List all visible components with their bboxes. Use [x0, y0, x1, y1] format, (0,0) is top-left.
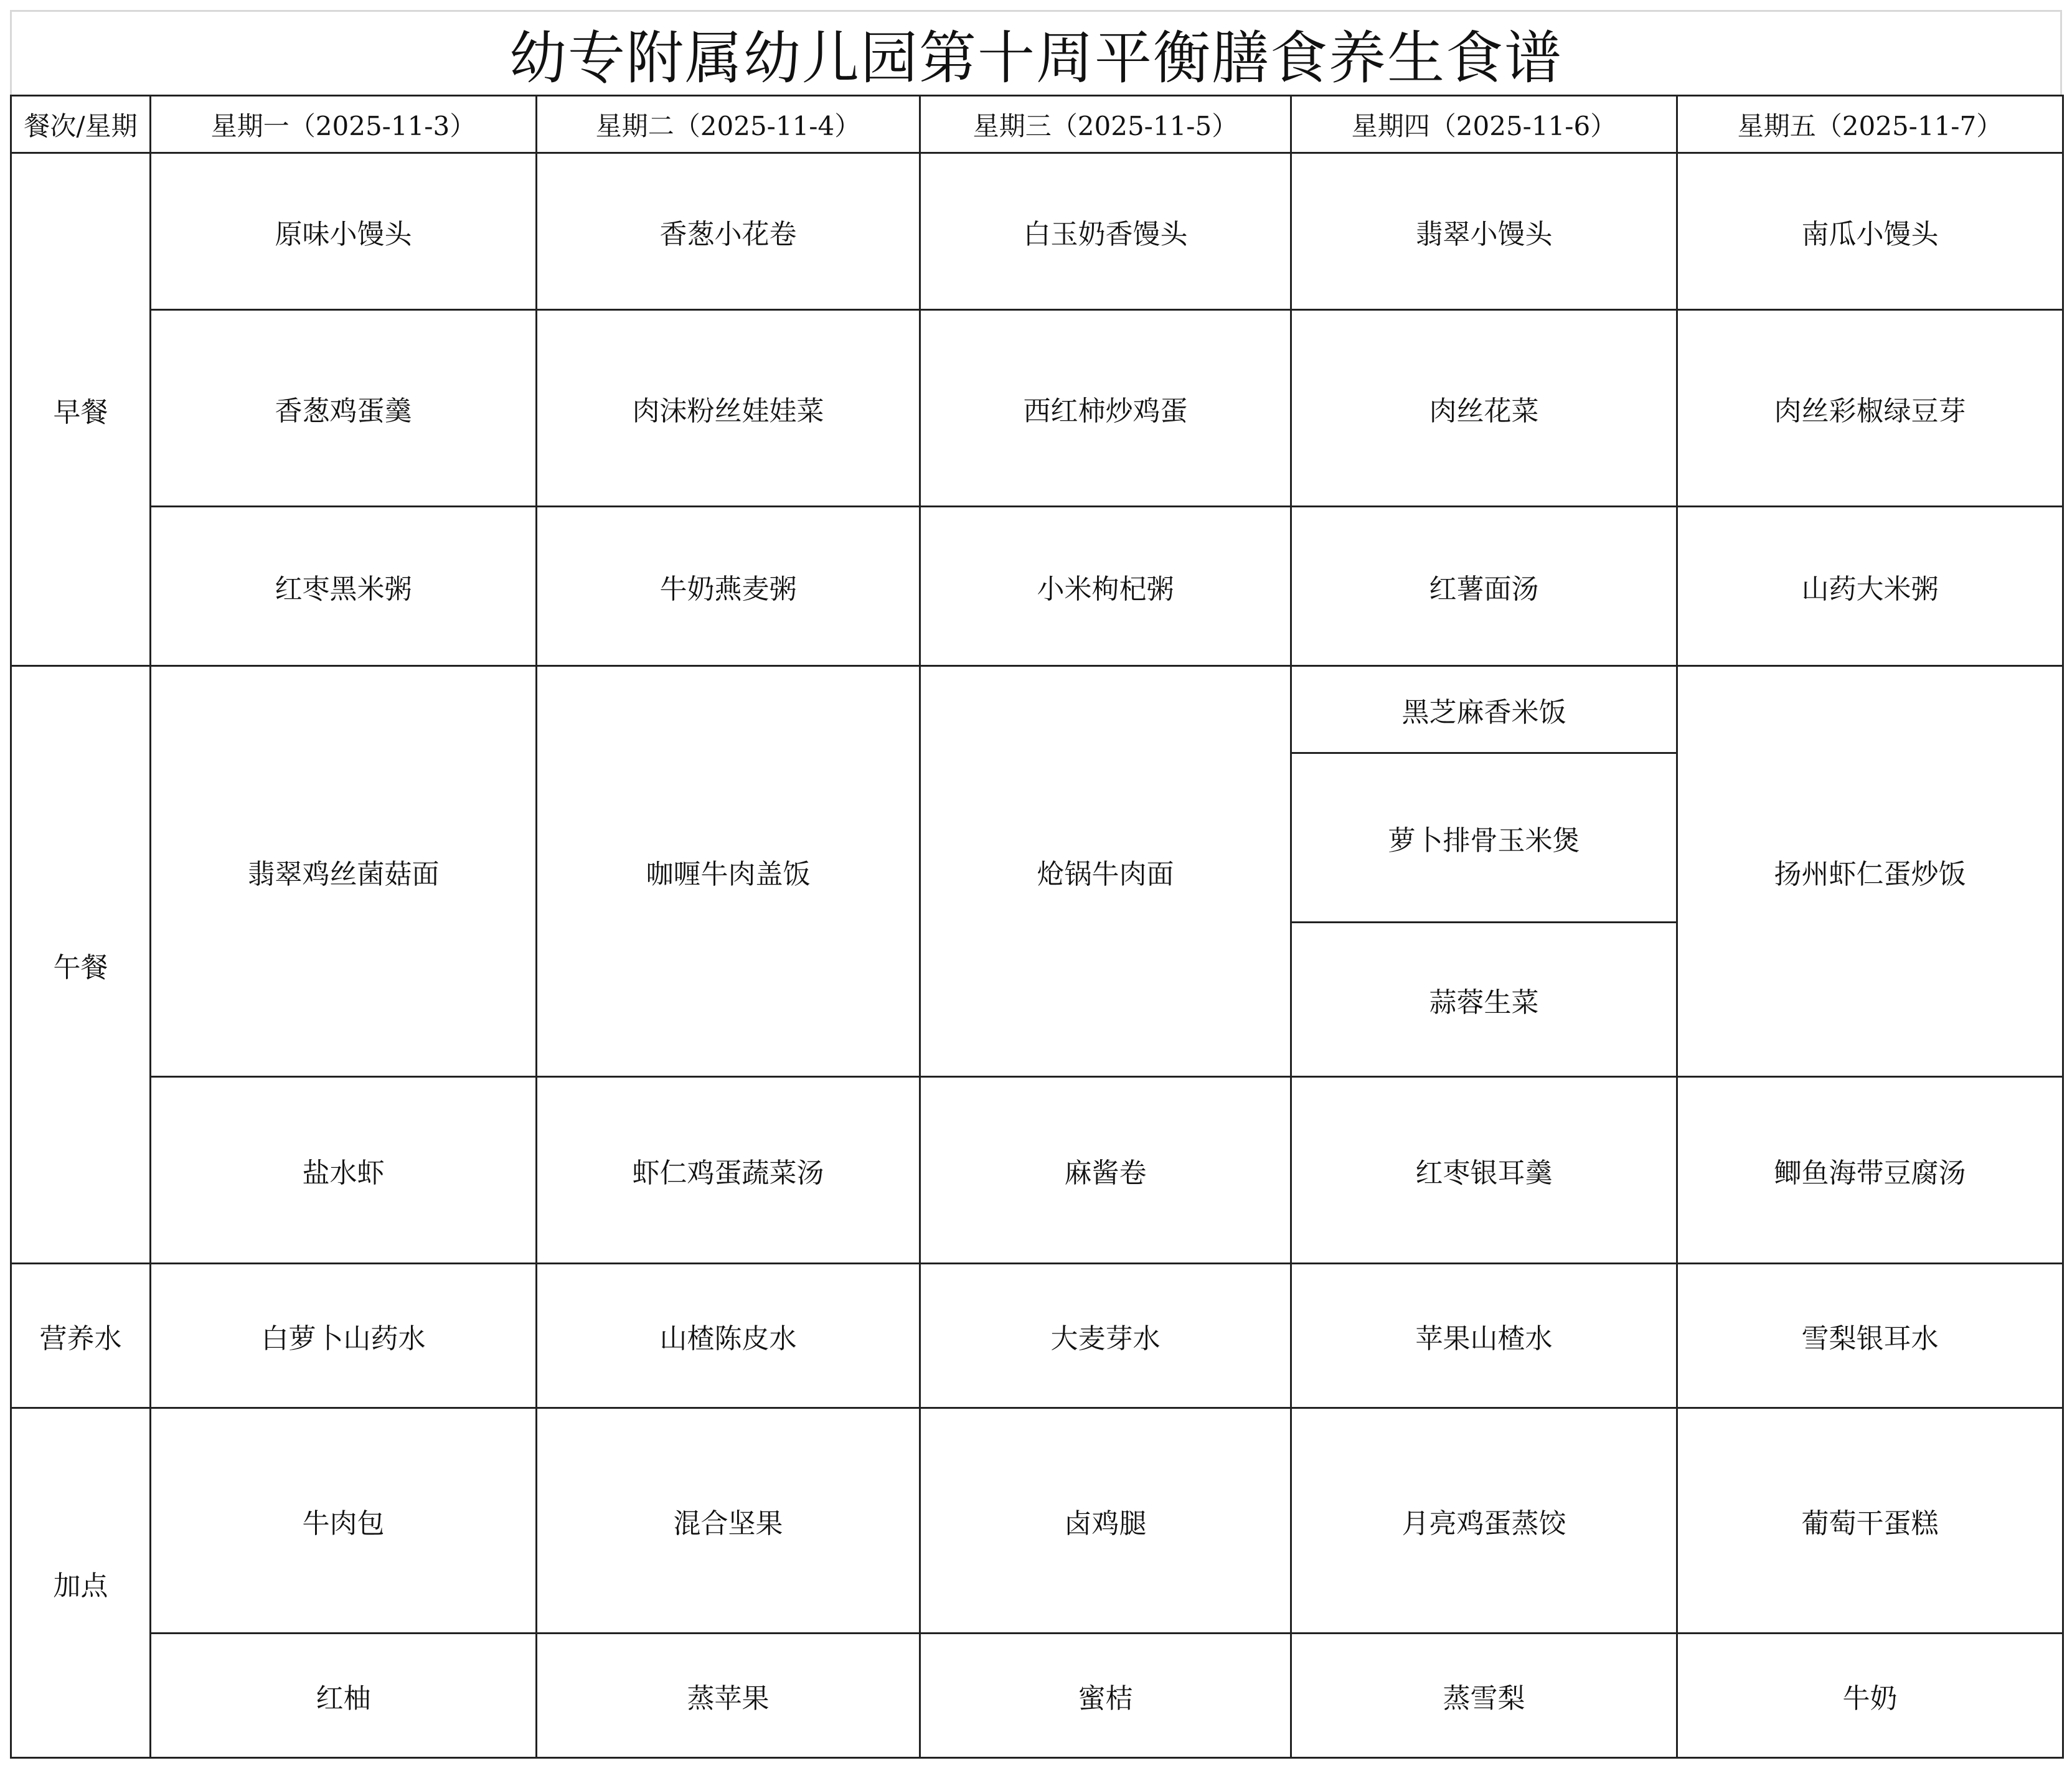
header-row	[11, 96, 2063, 153]
menu-item: 炝锅牛肉面	[920, 666, 1291, 1077]
menu-item: 扬州虾仁蛋炒饭	[1677, 666, 2063, 1077]
menu-item: 肉丝花菜	[1291, 310, 1677, 507]
menu-item: 苹果山楂水	[1291, 1264, 1677, 1408]
menu-item: 鲫鱼海带豆腐汤	[1677, 1077, 2063, 1264]
menu-item: 混合坚果	[537, 1408, 920, 1634]
menu-item: 蒸雪梨	[1291, 1634, 1677, 1758]
header-corner: 餐次/星期	[11, 96, 151, 153]
menu-item: 西红柿炒鸡蛋	[920, 310, 1291, 507]
menu-item: 蒸苹果	[537, 1634, 920, 1758]
table-row	[11, 666, 2063, 753]
menu-item: 山楂陈皮水	[537, 1264, 920, 1408]
menu-item: 卤鸡腿	[920, 1408, 1291, 1634]
menu-table	[10, 95, 2064, 1759]
table-row	[11, 153, 2063, 310]
table-row	[11, 1264, 2063, 1408]
menu-item: 牛奶燕麦粥	[537, 507, 920, 666]
menu-item: 麻酱卷	[920, 1077, 1291, 1264]
menu-item: 翡翠鸡丝菌菇面	[151, 666, 537, 1077]
table-row	[11, 310, 2063, 507]
menu-item: 南瓜小馒头	[1677, 153, 2063, 310]
menu-item: 原味小馒头	[151, 153, 537, 310]
menu-item: 红枣黑米粥	[151, 507, 537, 666]
menu-item: 小米枸杞粥	[920, 507, 1291, 666]
menu-item: 白玉奶香馒头	[920, 153, 1291, 310]
page-title: 幼专附属幼儿园第十周平衡膳食养生食谱	[10, 10, 2062, 95]
menu-item: 肉沫粉丝娃娃菜	[537, 310, 920, 507]
header-day-tuesday: 星期二（2025-11-4）	[537, 96, 920, 153]
menu-item: 香葱小花卷	[537, 153, 920, 310]
table-row	[11, 1634, 2063, 1758]
header-day-thursday: 星期四（2025-11-6）	[1291, 96, 1677, 153]
meal-label-snack: 加点	[11, 1408, 151, 1758]
menu-item: 翡翠小馒头	[1291, 153, 1677, 310]
menu-item: 盐水虾	[151, 1077, 537, 1264]
menu-item: 大麦芽水	[920, 1264, 1291, 1408]
meal-label-lunch: 午餐	[11, 666, 151, 1264]
menu-item: 黑芝麻香米饭	[1291, 666, 1677, 753]
menu-item: 雪梨银耳水	[1677, 1264, 2063, 1408]
menu-item: 咖喱牛肉盖饭	[537, 666, 920, 1077]
menu-item: 虾仁鸡蛋蔬菜汤	[537, 1077, 920, 1264]
table-row	[11, 507, 2063, 666]
menu-item: 肉丝彩椒绿豆芽	[1677, 310, 2063, 507]
menu-item: 牛奶	[1677, 1634, 2063, 1758]
header-day-wednesday: 星期三（2025-11-5）	[920, 96, 1291, 153]
table-row	[11, 1077, 2063, 1264]
menu-item: 红薯面汤	[1291, 507, 1677, 666]
menu-item: 牛肉包	[151, 1408, 537, 1634]
menu-item: 红枣银耳羹	[1291, 1077, 1677, 1264]
menu-item: 红柚	[151, 1634, 537, 1758]
meal-label-water: 营养水	[11, 1264, 151, 1408]
menu-item: 香葱鸡蛋羹	[151, 310, 537, 507]
menu-item: 蒜蓉生菜	[1291, 923, 1677, 1077]
header-day-monday: 星期一（2025-11-3）	[151, 96, 537, 153]
table-row	[11, 1408, 2063, 1634]
menu-item: 葡萄干蛋糕	[1677, 1408, 2063, 1634]
menu-item: 蜜桔	[920, 1634, 1291, 1758]
meal-label-breakfast: 早餐	[11, 153, 151, 666]
menu-item: 月亮鸡蛋蒸饺	[1291, 1408, 1677, 1634]
header-day-friday: 星期五（2025-11-7）	[1677, 96, 2063, 153]
menu-item: 萝卜排骨玉米煲	[1291, 753, 1677, 923]
menu-item: 山药大米粥	[1677, 507, 2063, 666]
menu-item: 白萝卜山药水	[151, 1264, 537, 1408]
